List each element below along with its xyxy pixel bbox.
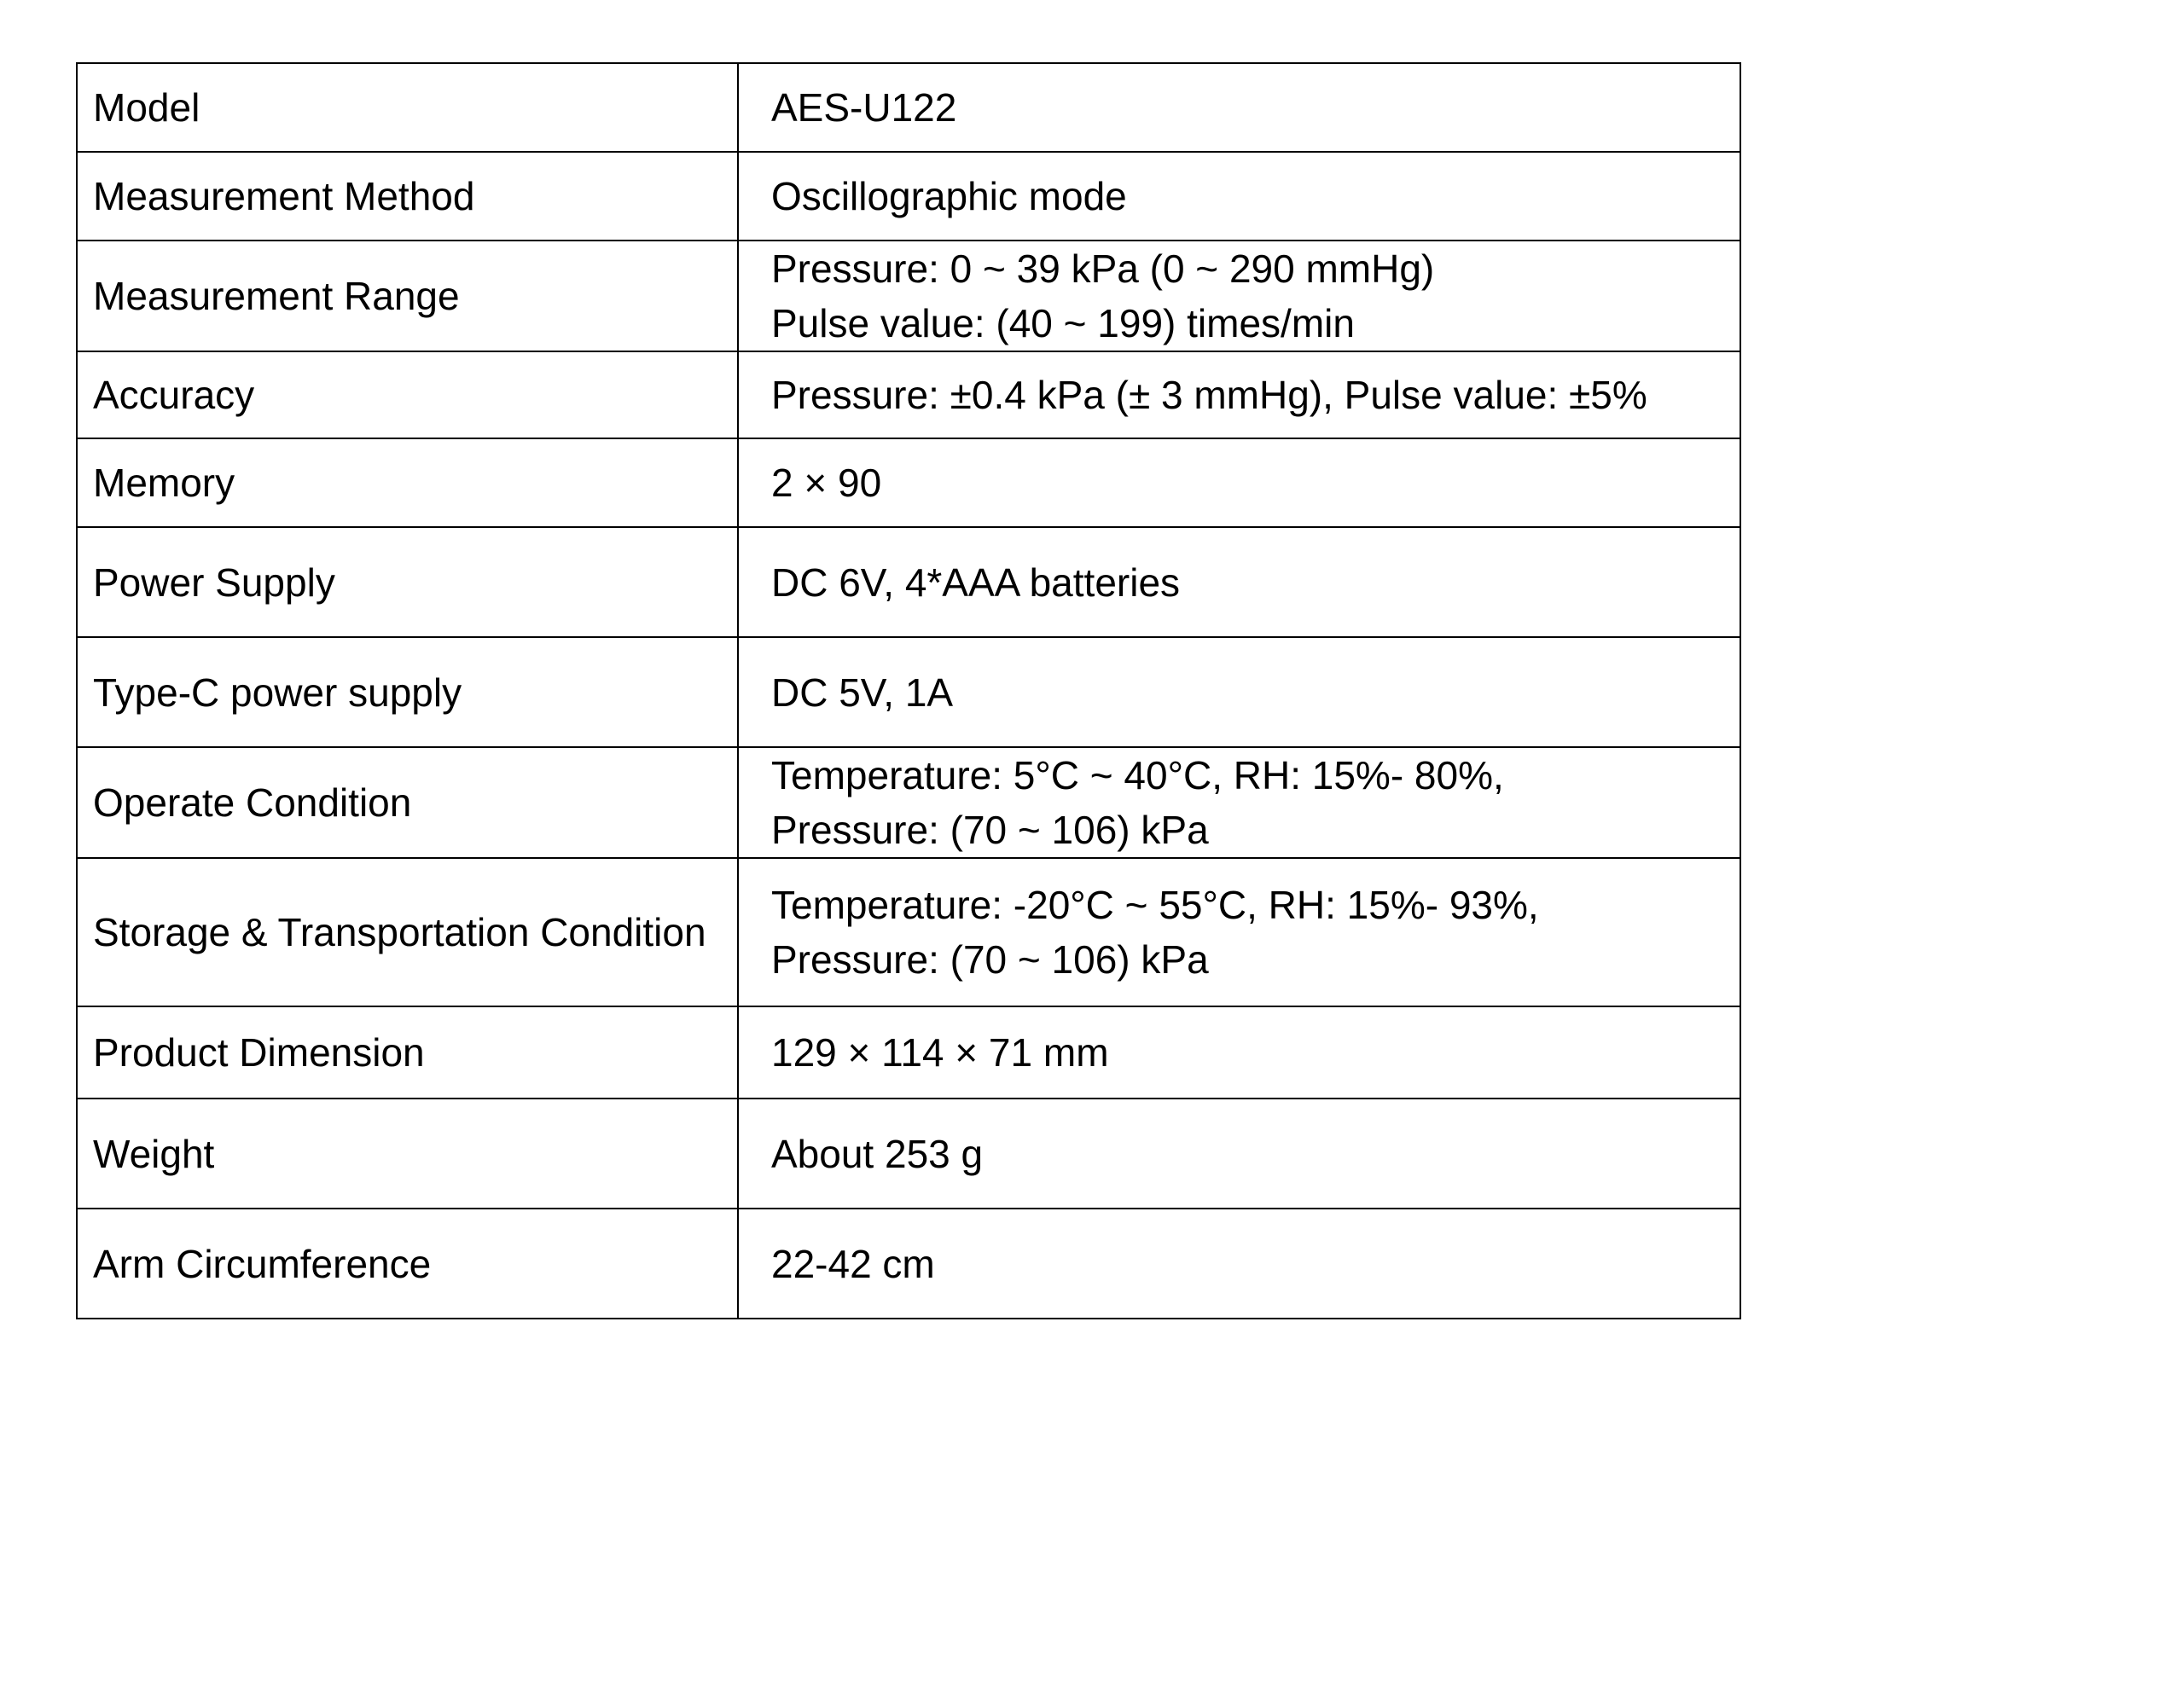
spec-row-arm-circumference xyxy=(77,1209,1740,1319)
spec-row-measurement-method xyxy=(77,152,1740,241)
spec-label: Power Supply xyxy=(77,527,738,637)
spec-row-storage-transportation-condition xyxy=(77,858,1740,1006)
spec-value-line: Oscillographic mode xyxy=(771,174,1127,218)
spec-value-line: Pressure: 0 ~ 39 kPa (0 ~ 290 mmHg) xyxy=(771,246,1435,291)
spec-label: Operate Condition xyxy=(77,747,738,858)
spec-value xyxy=(738,1209,1740,1319)
spec-row-type-c-power-supply xyxy=(77,637,1740,747)
spec-row-operate-condition xyxy=(77,747,1740,858)
spec-value-line: Pulse value: (40 ~ 199) times/min xyxy=(771,301,1355,345)
spec-value-line: 22-42 cm xyxy=(771,1241,935,1286)
spec-label: Weight xyxy=(77,1099,738,1209)
spec-label: Accuracy xyxy=(77,351,738,438)
spec-value-line: Pressure: (70 ~ 106) kPa xyxy=(771,808,1209,852)
spec-value xyxy=(738,351,1740,438)
spec-row-accuracy xyxy=(77,351,1740,438)
spec-row-measurement-range xyxy=(77,241,1740,351)
spec-value xyxy=(738,527,1740,637)
spec-label: Type-C power supply xyxy=(77,637,738,747)
spec-value xyxy=(738,747,1740,858)
spec-row-memory xyxy=(77,438,1740,527)
spec-row-product-dimension xyxy=(77,1006,1740,1099)
spec-row-model xyxy=(77,63,1740,152)
spec-value xyxy=(738,1006,1740,1099)
spec-value xyxy=(738,858,1740,1006)
spec-value-line: 2 × 90 xyxy=(771,461,882,505)
spec-value-line: Temperature: 5°C ~ 40°C, RH: 15%- 80%, xyxy=(771,753,1504,797)
spec-value-line: Temperature: -20°C ~ 55°C, RH: 15%- 93%, xyxy=(771,883,1539,927)
spec-label: Product Dimension xyxy=(77,1006,738,1099)
spec-value xyxy=(738,438,1740,527)
spec-value xyxy=(738,1099,1740,1209)
spec-label: Storage & Transportation Condition xyxy=(77,858,738,1006)
spec-value-line: DC 6V, 4*AAA batteries xyxy=(771,559,1181,605)
spec-label: Measurement Method xyxy=(77,152,738,241)
spec-value-line: About 253 g xyxy=(771,1131,984,1176)
spec-label: Measurement Range xyxy=(77,241,738,351)
spec-value xyxy=(738,63,1740,152)
spec-row-weight xyxy=(77,1099,1740,1209)
spec-value xyxy=(738,637,1740,747)
spec-value xyxy=(738,152,1740,241)
spec-label: Arm Circumference xyxy=(77,1209,738,1319)
spec-label: Model xyxy=(77,63,738,152)
spec-value-line: DC 5V, 1A xyxy=(771,670,954,715)
spec-value-line: Pressure: (70 ~ 106) kPa xyxy=(771,937,1209,982)
spec-value-line: Pressure: ±0.4 kPa (± 3 mmHg), Pulse value: ±5% xyxy=(771,373,1647,417)
spec-value xyxy=(738,241,1740,351)
spec-label: Memory xyxy=(77,438,738,527)
spec-row-power-supply xyxy=(77,527,1740,637)
spec-value-line: AES-U122 xyxy=(771,85,957,130)
spec-table xyxy=(76,62,1741,1319)
spec-value-line: 129 × 114 × 71 mm xyxy=(771,1030,1109,1075)
